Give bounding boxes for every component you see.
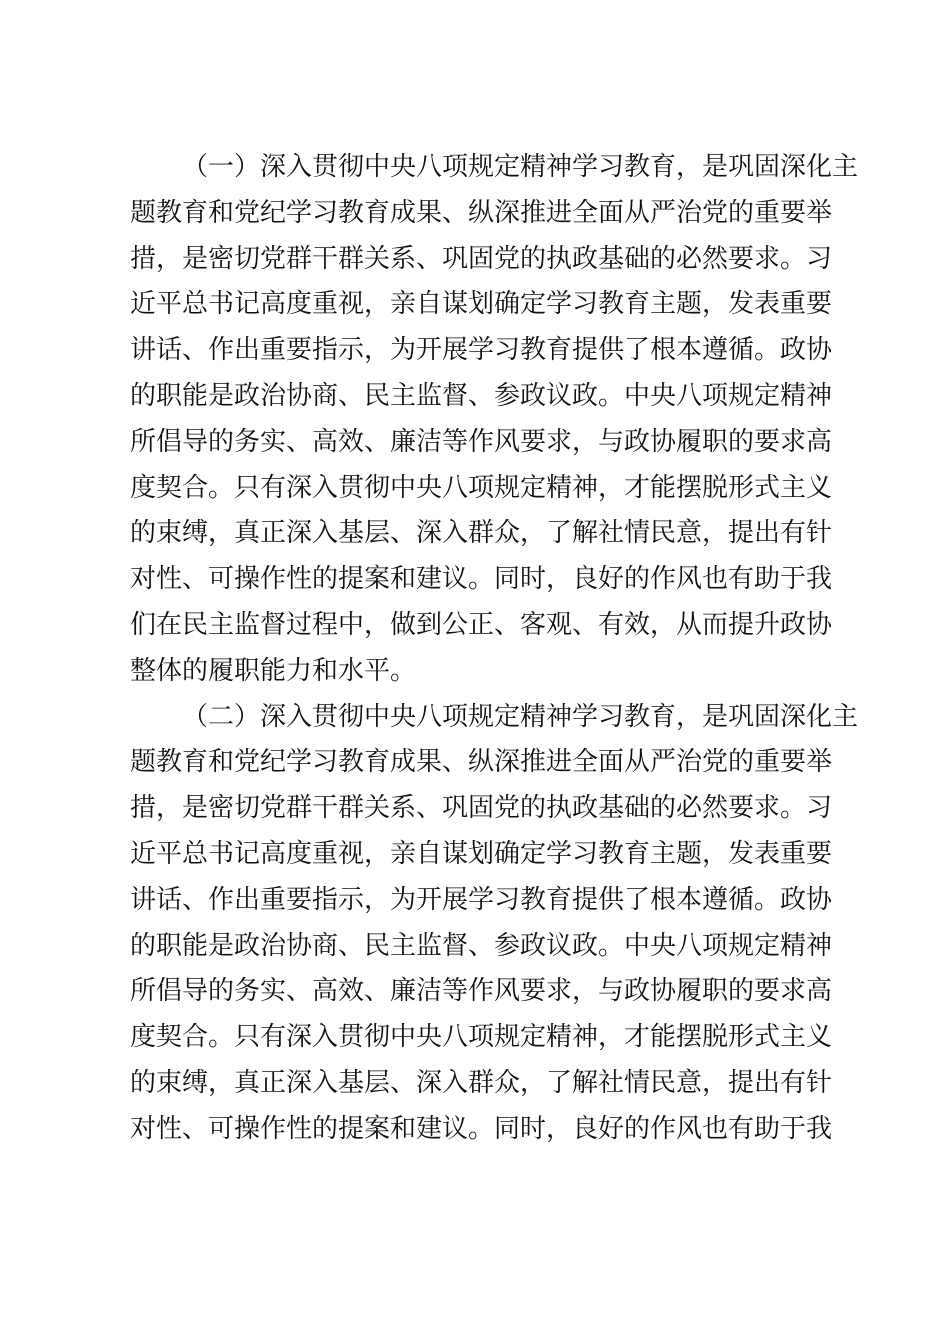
paragraph-line: 的职能是政治协商、民主监督、参政议政。中央八项规定精神 [130, 380, 833, 411]
paragraph-line: 们在民主监督过程中，做到公正、客观、有效，从而提升政协 [130, 609, 833, 640]
paragraph-line: （一）深入贯彻中央八项规定精神学习教育，是巩固深化主 [182, 152, 859, 182]
paragraph-line: 讲话、作出重要指示，为开展学习教育提供了根本遵循。政协 [130, 335, 833, 366]
paragraph-line: （二）深入贯彻中央八项规定精神学习教育，是巩固深化主 [182, 701, 859, 732]
paragraph-line: 对性、可操作性的提案和建议。同时，良好的作风也有助于我 [130, 1113, 833, 1144]
paragraph-line: 度契合。只有深入贯彻中央八项规定精神，才能摆脱形式主义 [130, 1022, 833, 1053]
paragraph-line: 对性、可操作性的提案和建议。同时，良好的作风也有助于我 [130, 564, 833, 595]
paragraph-line: 近平总书记高度重视，亲自谋划确定学习教育主题，发表重要 [130, 838, 833, 869]
paragraph-line: 整体的履职能力和水平。 [130, 655, 417, 686]
paragraph-line: 所倡导的务实、高效、廉洁等作风要求，与政协履职的要求高 [130, 976, 833, 1007]
paragraph-1 [130, 145, 859, 695]
paragraph-line: 度契合。只有深入贯彻中央八项规定精神，才能摆脱形式主义 [130, 472, 833, 503]
paragraph-line: 的束缚，真正深入基层、深入群众，了解社情民意，提出有针 [130, 518, 833, 549]
paragraph-line: 题教育和党纪学习教育成果、纵深推进全面从严治党的重要举 [130, 197, 833, 228]
paragraph-line: 近平总书记高度重视，亲自谋划确定学习教育主题，发表重要 [130, 289, 833, 320]
paragraph-line: 所倡导的务实、高效、廉洁等作风要求，与政协履职的要求高 [130, 426, 833, 457]
paragraph-2 [130, 695, 859, 1153]
paragraph-line: 措，是密切党群干群关系、巩固党的执政基础的必然要求。习 [130, 243, 833, 274]
paragraph-line: 讲话、作出重要指示，为开展学习教育提供了根本遵循。政协 [130, 884, 833, 915]
paragraph-line: 的职能是政治协商、民主监督、参政议政。中央八项规定精神 [130, 930, 833, 961]
paragraph-line: 题教育和党纪学习教育成果、纵深推进全面从严治党的重要举 [130, 747, 833, 778]
document-body [130, 145, 859, 1153]
paragraph-line: 措，是密切党群干群关系、巩固党的执政基础的必然要求。习 [130, 793, 833, 824]
paragraph-line: 的束缚，真正深入基层、深入群众，了解社情民意，提出有针 [130, 1067, 833, 1098]
